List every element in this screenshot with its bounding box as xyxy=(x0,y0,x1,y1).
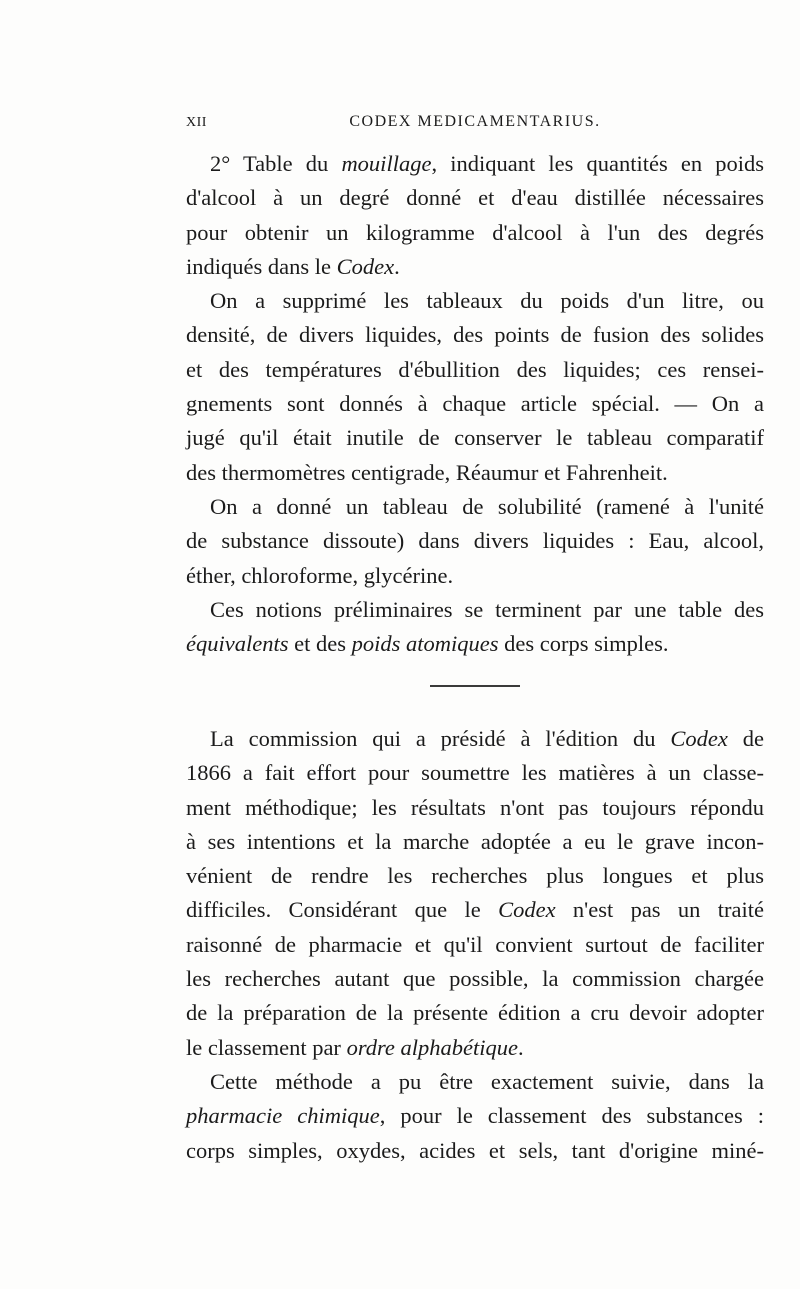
text-line: jugé qu'il était inutile de conserver le tableau comparatif xyxy=(186,425,764,451)
text-line: gnements sont donnés à chaque article spécial. — On a xyxy=(186,391,764,417)
text-line: le classement par ordre alphabétique. xyxy=(186,1034,524,1060)
text-line: On a donné un tableau de solubilité (ramené à l'unité xyxy=(210,493,764,519)
text-line: densité, de divers liquides, des points de fusion des solides xyxy=(186,322,764,348)
text-line: corps simples, oxydes, acides et sels, tant d'origine miné- xyxy=(186,1137,764,1163)
text-line: indiqués dans le Codex. xyxy=(186,253,400,279)
text-line: pour obtenir un kilogramme d'alcool à l'un des degrés xyxy=(186,219,764,245)
text-line: d'alcool à un degré donné et d'eau distillée nécessaires xyxy=(186,185,764,211)
paragraph xyxy=(186,147,764,284)
text-line: ment méthodique; les résultats n'ont pas toujours répondu xyxy=(186,794,764,820)
text-line: de la préparation de la présente édition a cru devoir adopter xyxy=(186,1000,764,1026)
text-line: 1866 a fait effort pour soumettre les matières à un classe- xyxy=(186,760,764,786)
text-line: On a supprimé les tableaux du poids d'un litre, ou xyxy=(210,288,764,314)
italic-term: ordre alphabétique xyxy=(346,1034,518,1060)
running-title: CODEX MEDICAMENTARIUS. xyxy=(349,113,601,130)
paragraph xyxy=(186,593,764,662)
text-line: raisonné de pharmacie et qu'il convient surtout de faciliter xyxy=(186,931,764,957)
italic-term: mouillage xyxy=(341,151,432,176)
running-head xyxy=(186,113,764,143)
text-line: vénient de rendre les recherches plus longues et plus xyxy=(186,863,764,889)
text-line: pharmacie chimique, pour le classement des substances : xyxy=(186,1103,764,1129)
text-line: et des températures d'ébullition des liquides; ces rensei- xyxy=(186,356,764,382)
paragraph xyxy=(186,1065,764,1168)
paragraph xyxy=(186,284,764,490)
text-line: les recherches autant que possible, la commission chargée xyxy=(186,966,764,992)
italic-term: pharmacie chimique xyxy=(186,1103,380,1129)
text-line: éther, chloroforme, glycérine. xyxy=(186,562,454,588)
italic-term: poids atomiques xyxy=(351,631,499,657)
text-line: de substance dissoute) dans divers liquides : Eau, alcool, xyxy=(186,528,764,554)
paragraph xyxy=(186,722,764,1065)
italic-term: Codex xyxy=(498,897,556,923)
italic-term: équivalents xyxy=(186,631,289,657)
text-line: Ces notions préliminaires se terminent par une table des xyxy=(210,596,764,622)
text-line: 2° Table du mouillage, indiquant les quantités en poids xyxy=(210,151,764,176)
text-line: équivalents et des poids atomiques des corps simples. xyxy=(186,631,669,657)
text-line: difficiles. Considérant que le Codex n'est pas un traité xyxy=(186,897,764,923)
paragraph xyxy=(186,490,764,593)
text-line: Cette méthode a pu être exactement suivie, dans la xyxy=(210,1068,764,1094)
italic-term: Codex xyxy=(336,253,395,279)
text-line: La commission qui a présidé à l'édition du Codex de xyxy=(210,725,764,751)
section-divider xyxy=(430,685,520,687)
page-number: XII xyxy=(186,115,207,130)
text-line: à ses intentions et la marche adoptée a eu le grave incon- xyxy=(186,828,764,854)
text-line: des thermomètres centigrade, Réaumur et Fahrenheit. xyxy=(186,459,668,485)
body-text xyxy=(186,147,764,1168)
italic-term: Codex xyxy=(670,725,728,751)
